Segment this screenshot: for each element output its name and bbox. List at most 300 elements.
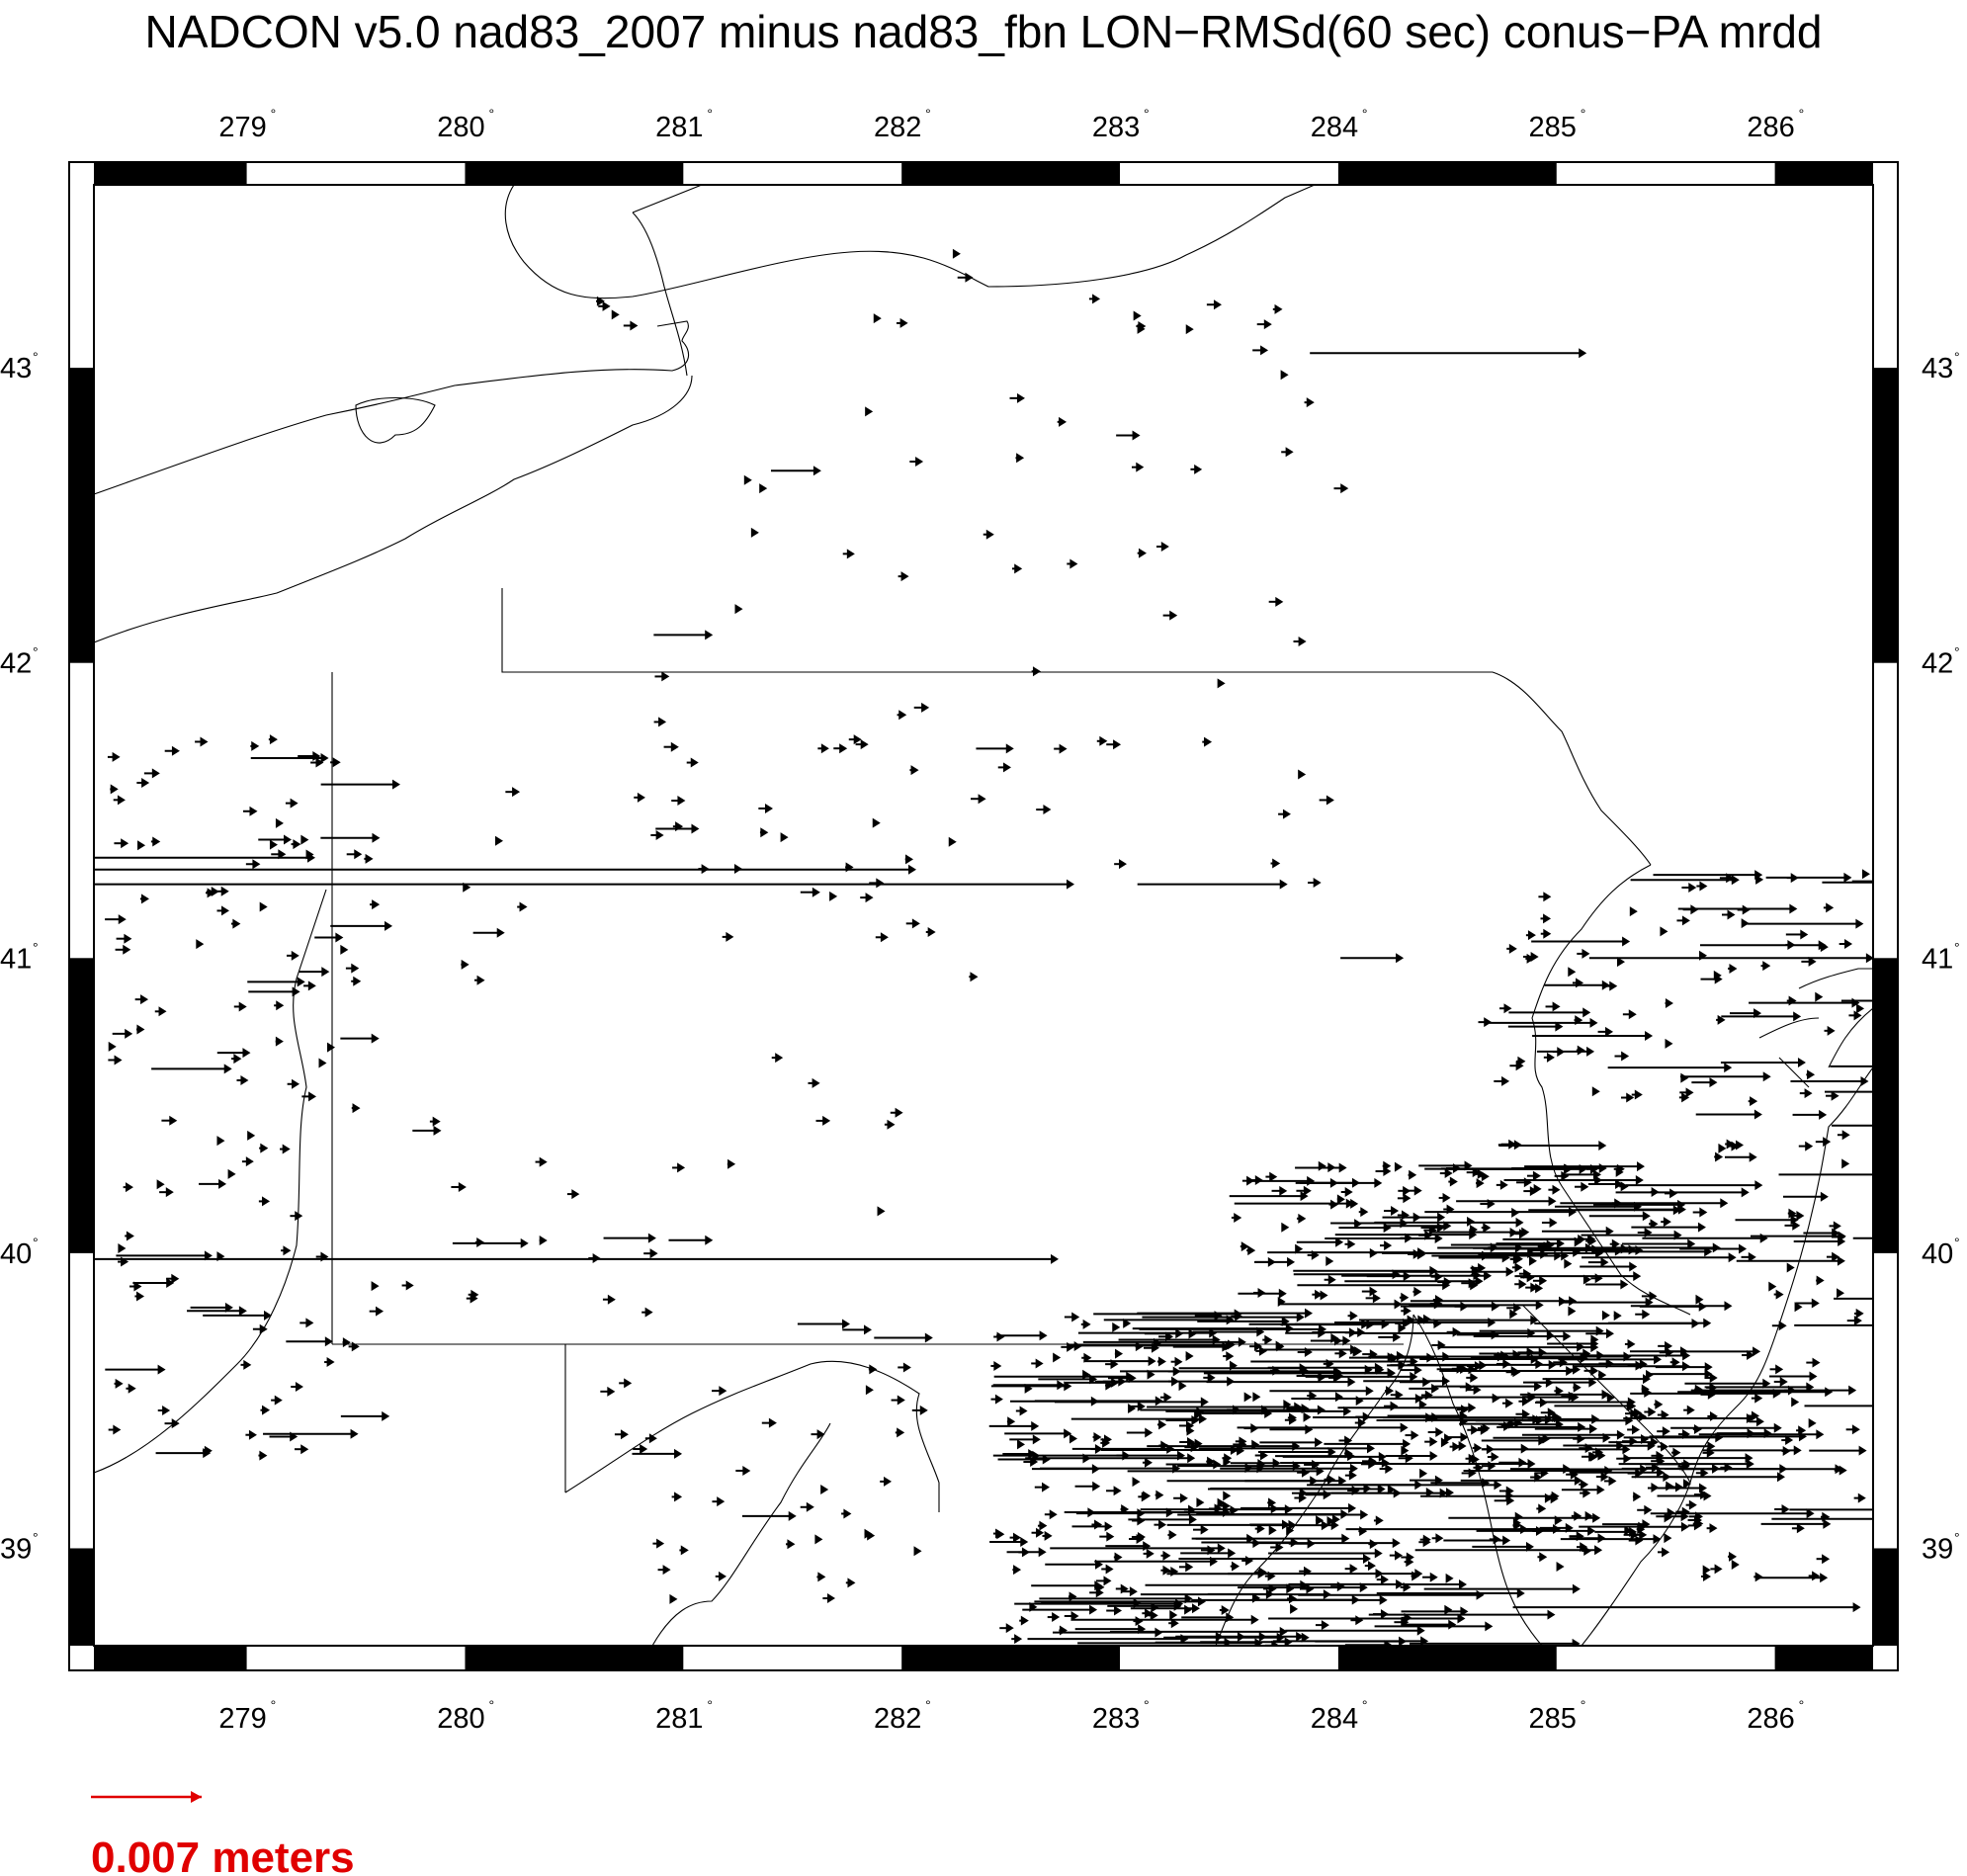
pa-north-border (502, 588, 1651, 865)
data-vector (762, 1418, 777, 1428)
data-vector (291, 1382, 303, 1392)
data-vector (1269, 1386, 1373, 1396)
data-vector (318, 1058, 326, 1067)
data-vector (352, 1103, 361, 1113)
data-vector (1693, 1424, 1702, 1434)
data-vector (290, 1211, 302, 1221)
data-vector (1134, 311, 1142, 321)
data-vector (1790, 1076, 1868, 1086)
data-vector (1627, 1424, 1640, 1434)
data-vector (1680, 1073, 1688, 1083)
frame-band-bottom (901, 1646, 1120, 1670)
data-vector (1155, 1491, 1164, 1500)
data-vector (1644, 1407, 1656, 1416)
frame-band-left (69, 368, 94, 663)
data-vector (1069, 1434, 1077, 1444)
data-vector (735, 1466, 750, 1476)
data-vector (723, 932, 734, 942)
data-vector (843, 549, 855, 558)
data-vector (108, 752, 121, 762)
data-vector (1680, 1071, 1771, 1081)
data-vector (109, 1042, 117, 1052)
data-vector (1272, 1186, 1288, 1196)
data-vector (228, 1169, 236, 1179)
data-vector (759, 483, 767, 493)
frame-band-bottom (465, 1646, 683, 1670)
data-vector (1447, 1432, 1469, 1442)
data-vector (1132, 1532, 1146, 1542)
data-vector (412, 1126, 441, 1136)
data-vector (898, 1362, 911, 1372)
data-vector (288, 1079, 299, 1089)
data-vector (1632, 1090, 1643, 1100)
data-vector (321, 780, 400, 790)
data-vector (989, 1537, 1028, 1547)
data-vector (866, 1385, 874, 1395)
data-vector (1658, 1547, 1669, 1557)
data-vector (1417, 1213, 1445, 1223)
data-vector (1048, 1612, 1060, 1622)
data-vector (1189, 1328, 1197, 1338)
data-vector (742, 1511, 797, 1521)
lon-tick-label-bottom: 279 (218, 1703, 267, 1735)
data-vector (1584, 1366, 1599, 1376)
data-vector (1439, 1193, 1451, 1203)
scale-bar (91, 1791, 355, 1876)
data-vector (1220, 1605, 1230, 1615)
lat-tick-label-right: 39 (1922, 1533, 1954, 1566)
data-vector (1516, 1177, 1532, 1187)
data-vector (1783, 1192, 1829, 1202)
data-vector (105, 1365, 165, 1375)
data-vector (1173, 1342, 1231, 1352)
data-vector (1326, 1256, 1333, 1266)
data-vector (672, 1492, 682, 1501)
data-vector (1753, 1572, 1762, 1581)
data-vector (1262, 1335, 1272, 1345)
data-vector (1035, 1396, 1163, 1406)
data-vector (1700, 940, 1827, 950)
degree-mark: ° (707, 106, 713, 122)
data-vector (567, 1189, 579, 1199)
data-vector (1707, 1411, 1718, 1421)
data-vector (1834, 1294, 1906, 1304)
data-vector (1081, 1320, 1091, 1329)
data-vector (1809, 1418, 1817, 1428)
lat-tick-label-left: 43 (0, 353, 33, 385)
data-vector (1766, 873, 1852, 883)
data-vector (1401, 1302, 1499, 1312)
lon-tick-label-top: 284 (1310, 112, 1359, 143)
data-vector (124, 1182, 133, 1192)
data-vector (1702, 1445, 1802, 1455)
data-vector (1787, 1263, 1795, 1273)
data-vector (971, 794, 986, 804)
data-vector (892, 1396, 905, 1406)
data-vector (1625, 1339, 1636, 1349)
frame-band-bottom (94, 1646, 247, 1670)
degree-mark: ° (1361, 1697, 1368, 1713)
data-vector (1541, 913, 1552, 923)
data-vector (231, 1054, 241, 1064)
data-vector (113, 1029, 133, 1039)
data-vector (650, 830, 663, 840)
data-vector (1032, 1464, 1100, 1474)
data-vector (1856, 1003, 1864, 1013)
data-vector (1257, 319, 1272, 329)
data-vector (1809, 1446, 1866, 1456)
data-vector (1707, 1523, 1718, 1533)
data-vector (1244, 1392, 1252, 1402)
data-vector (370, 899, 380, 909)
data-vector (632, 1449, 682, 1459)
data-vector (1793, 1110, 1828, 1120)
degree-mark: ° (1144, 106, 1150, 122)
data-vector (641, 1308, 652, 1318)
data-vector (1585, 1280, 1628, 1290)
data-vector (1794, 1236, 1845, 1246)
data-vector (1815, 992, 1823, 1002)
data-vector (1490, 1534, 1501, 1544)
data-vector (1112, 1322, 1120, 1332)
data-vector (1666, 1481, 1673, 1491)
data-vector (1442, 1352, 1450, 1362)
data-vector (898, 710, 907, 720)
data-vector (274, 1000, 284, 1010)
data-vector (1032, 666, 1041, 676)
data-vector (281, 1245, 291, 1255)
data-vector (1273, 304, 1283, 314)
data-vector (1488, 1452, 1499, 1462)
data-vector (1093, 1432, 1102, 1442)
data-vector (1499, 1486, 1514, 1495)
data-vector (1473, 1443, 1483, 1453)
data-vector (1805, 1401, 1907, 1410)
lon-tick-label-top: 283 (1091, 112, 1141, 143)
data-vector (1681, 883, 1696, 893)
data-vector (1099, 1532, 1114, 1542)
data-vector (1455, 1302, 1469, 1312)
data-vector (1269, 1525, 1277, 1535)
data-vector (829, 892, 837, 901)
data-vector (1666, 998, 1673, 1008)
data-vector (1031, 1358, 1043, 1368)
frame-band-bottom (1338, 1646, 1557, 1670)
data-vector (270, 840, 278, 850)
data-vector (1359, 1207, 1369, 1217)
data-vector (1106, 1486, 1122, 1495)
data-vector (1482, 1461, 1497, 1471)
data-vector (820, 1485, 828, 1494)
lake-erie-south-shore (94, 376, 692, 642)
data-vector (849, 734, 862, 744)
lon-tick-label-top: 285 (1528, 112, 1577, 143)
data-vector (1647, 1369, 1712, 1379)
data-vector (1115, 1349, 1123, 1359)
data-vector (144, 768, 160, 778)
data-vector (1050, 1543, 1226, 1553)
data-vector (151, 836, 160, 846)
data-vector (801, 888, 820, 897)
data-vector (772, 1053, 783, 1063)
lon-tick-label-bottom: 281 (655, 1703, 704, 1735)
data-vector (1572, 1511, 1582, 1521)
data-vector (1502, 1399, 1513, 1408)
data-vector (1461, 1476, 1582, 1486)
data-vector (1771, 1514, 1899, 1524)
data-vector (1443, 1536, 1510, 1546)
data-vector (1830, 1221, 1841, 1231)
data-vector (125, 1231, 134, 1240)
data-vector (1862, 869, 1870, 879)
data-vector (860, 893, 873, 902)
data-vector (1526, 930, 1536, 940)
data-vector (1608, 1063, 1733, 1072)
data-vector (1431, 1340, 1445, 1350)
data-vector (346, 964, 359, 974)
data-vector (1395, 1162, 1403, 1172)
data-vector (1038, 1521, 1047, 1531)
data-vector (1661, 1217, 1671, 1227)
data-vector (1308, 878, 1322, 888)
data-vector (199, 1179, 226, 1189)
data-vector (1196, 1497, 1204, 1507)
lon-tick-label-top: 286 (1747, 112, 1795, 143)
data-vector (300, 835, 308, 845)
degree-mark: ° (925, 106, 931, 122)
data-vector (1513, 1602, 1861, 1612)
data-vector (999, 1623, 1013, 1633)
data-vector (880, 1477, 892, 1487)
data-vector (1348, 1199, 1358, 1209)
data-vector (245, 1430, 257, 1440)
data-vector (94, 1254, 1059, 1264)
data-vector (217, 905, 229, 915)
data-vector (1466, 1373, 1478, 1383)
data-vector (303, 981, 316, 990)
data-vector (891, 1108, 903, 1118)
data-vector (874, 1332, 933, 1342)
data-vector (540, 1236, 548, 1245)
lake-ontario-shoreline (505, 185, 1315, 298)
data-vector (505, 787, 520, 797)
degree-mark: ° (33, 939, 39, 956)
data-vector (115, 1379, 124, 1389)
data-vector (991, 1395, 1003, 1405)
data-vector (1370, 1248, 1378, 1258)
data-vector (1154, 1520, 1166, 1530)
data-vector (1568, 967, 1576, 977)
data-vector (116, 945, 131, 955)
data-vector (760, 827, 768, 837)
data-vector (905, 854, 913, 864)
data-vector (1116, 431, 1140, 441)
data-vector (1725, 1152, 1757, 1162)
data-vector (280, 1145, 291, 1154)
data-vector (1255, 1257, 1295, 1267)
data-vector (1615, 1052, 1630, 1062)
data-vector (1846, 1424, 1860, 1434)
data-vector (1651, 1483, 1659, 1492)
data-vector (136, 1024, 144, 1034)
data-vector (126, 1384, 135, 1394)
data-vector (1785, 940, 1795, 950)
data-vector (324, 1357, 335, 1367)
data-vector (1497, 1180, 1508, 1190)
data-vector (815, 1116, 830, 1126)
data-vector (1506, 944, 1517, 954)
inner-frame (94, 185, 1873, 1646)
data-vector (340, 945, 348, 955)
data-vector (1184, 1605, 1192, 1615)
degree-mark: ° (488, 1697, 495, 1713)
lon-tick-label-bottom: 286 (1747, 1703, 1795, 1735)
data-vector (1348, 1311, 1358, 1321)
data-vector (1424, 1437, 1437, 1447)
data-vector (1633, 1492, 1641, 1501)
data-vector (276, 818, 284, 828)
data-vector (643, 1248, 657, 1258)
data-vector (1157, 1419, 1166, 1429)
data-vector (588, 1253, 600, 1263)
data-vector (1721, 1058, 1806, 1067)
data-vector (1654, 1400, 1663, 1409)
data-vector (1186, 1351, 1194, 1361)
data-vector (1806, 1069, 1815, 1079)
data-vector (1297, 1214, 1306, 1224)
data-vector (874, 313, 882, 323)
data-vector (1412, 1287, 1421, 1297)
data-vector (1824, 902, 1834, 912)
data-vector (1390, 1551, 1403, 1561)
data-vector (1167, 1530, 1176, 1540)
data-vector (842, 1324, 872, 1334)
data-vector (1337, 1403, 1476, 1412)
data-vector (327, 1043, 335, 1053)
data-vector (1403, 1620, 1457, 1630)
data-vector (914, 703, 929, 713)
data-vector (1132, 463, 1144, 472)
data-vector (604, 1234, 656, 1243)
data-vector (157, 1179, 165, 1189)
data-vector (1817, 1554, 1830, 1564)
degree-mark: ° (488, 106, 495, 122)
data-vector (1419, 1469, 1427, 1479)
data-vector (996, 1529, 1004, 1539)
data-vector (1252, 1392, 1260, 1402)
data-vector (845, 862, 853, 872)
data-vector (1492, 1394, 1499, 1404)
data-vector (215, 887, 228, 896)
data-vector (976, 743, 1013, 753)
data-vector (1848, 1010, 1861, 1020)
data-vector (1011, 1634, 1022, 1644)
data-vector (1774, 1290, 1784, 1300)
data-vector (914, 1546, 922, 1556)
data-vector (898, 571, 909, 581)
data-vector (216, 1136, 224, 1146)
data-vector (1218, 678, 1226, 688)
data-vector (1464, 1466, 1613, 1476)
data-vector (1334, 483, 1349, 493)
data-vector (669, 1594, 677, 1604)
lake-erie-shoreline (94, 321, 689, 494)
tick-labels (0, 106, 1960, 1735)
data-vector (897, 318, 908, 328)
data-vector (1511, 1208, 1519, 1218)
data-vector (912, 1406, 928, 1415)
data-vector (1031, 1580, 1102, 1590)
data-vector (1241, 1556, 1253, 1566)
data-vector (1138, 549, 1147, 558)
data-vector (1242, 1176, 1254, 1186)
data-vector (1012, 1565, 1021, 1575)
data-vector (865, 406, 873, 416)
data-vector (953, 249, 961, 259)
data-vector (1156, 542, 1169, 552)
data-vector (1749, 1096, 1757, 1106)
data-vector (1223, 1351, 1234, 1361)
data-vector (1089, 294, 1100, 303)
data-vector (475, 1237, 484, 1247)
data-vector (1132, 1515, 1145, 1525)
data-vector (1573, 978, 1583, 987)
data-vector (1722, 909, 1736, 919)
map-frame (69, 162, 1898, 1670)
data-vector (1400, 1377, 1430, 1387)
data-vector (241, 1360, 252, 1370)
data-vector (1852, 877, 1967, 887)
data-vector (117, 934, 132, 944)
degree-mark: ° (1798, 106, 1805, 122)
data-vector (286, 799, 299, 809)
data-vector (1854, 1493, 1866, 1503)
data-vector (673, 821, 683, 831)
data-vector (996, 1330, 1047, 1340)
data-vector (1568, 1306, 1576, 1316)
data-vector (869, 878, 884, 888)
data-vector (1841, 1158, 1849, 1168)
data-vector (612, 309, 620, 319)
data-vector (231, 919, 240, 929)
data-vector (990, 1361, 1001, 1371)
data-vector (461, 960, 469, 970)
data-vector (1054, 744, 1067, 754)
data-vector (1457, 1329, 1499, 1339)
data-vector (1577, 949, 1589, 959)
data-vector (1637, 1505, 1652, 1515)
data-vector (1157, 1357, 1166, 1367)
data-vector (1508, 1007, 1590, 1017)
data-vector (1017, 1439, 1025, 1449)
data-vector (1032, 1528, 1045, 1538)
data-vector (1462, 1468, 1477, 1478)
data-vector (652, 1539, 664, 1549)
data-vector (1346, 1524, 1529, 1534)
data-vector (958, 273, 974, 283)
data-vector (203, 1311, 272, 1321)
data-vector (896, 1427, 904, 1437)
frame-band-right (1873, 958, 1898, 1253)
data-vector (1344, 1239, 1355, 1249)
data-vector (1138, 880, 1288, 890)
data-vector (1015, 453, 1024, 463)
data-vector (159, 1187, 174, 1197)
data-vector (1546, 1001, 1561, 1011)
data-vector (473, 928, 505, 938)
data-vector (1399, 1453, 1413, 1463)
data-vector (299, 1318, 313, 1327)
